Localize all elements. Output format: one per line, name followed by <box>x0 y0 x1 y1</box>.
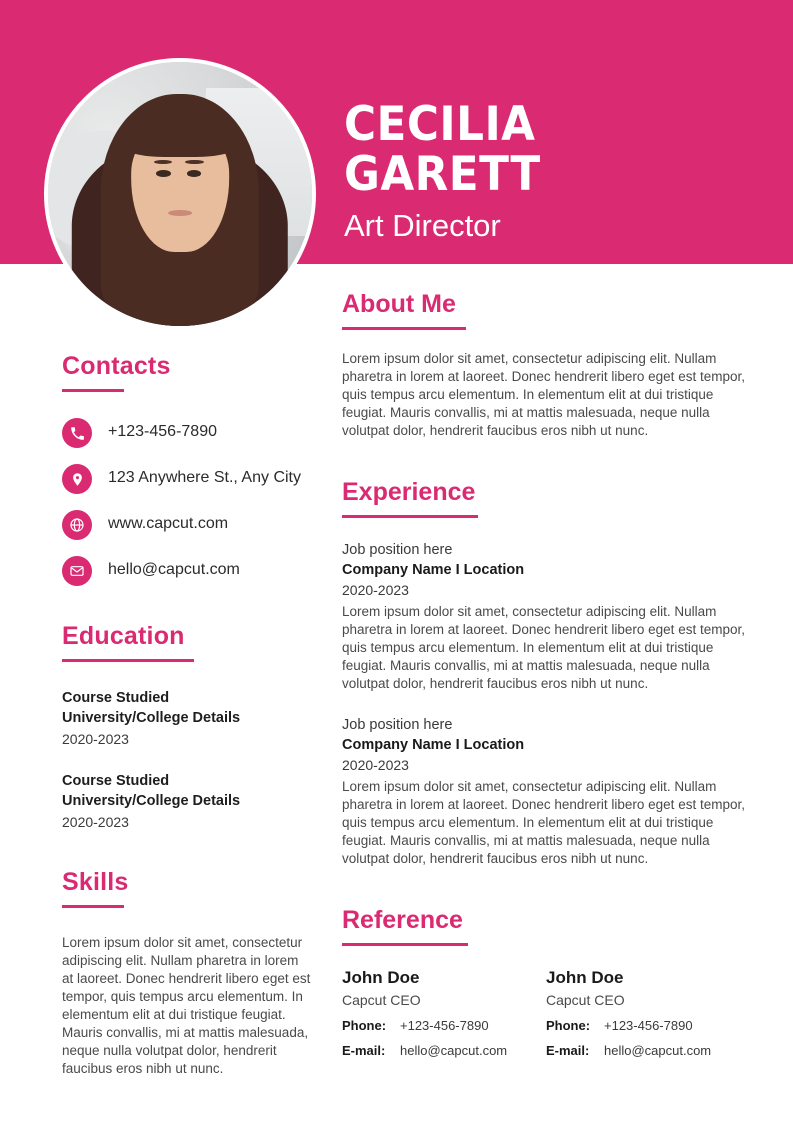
experience-position: Job position here <box>342 717 453 733</box>
experience-section <box>342 478 750 868</box>
education-list <box>62 688 312 832</box>
about-heading-rule <box>342 327 466 330</box>
reference-email-value: hello@capcut.com <box>400 1043 508 1058</box>
portrait-brow-right <box>185 160 203 164</box>
reference-email-label: E-mail: <box>546 1043 590 1058</box>
education-years: 2020-2023 <box>62 814 129 830</box>
location-pin-icon <box>62 464 92 494</box>
contacts-list <box>62 418 312 586</box>
contact-website-text: www.capcut.com <box>108 515 229 532</box>
reference-email-label: E-mail: <box>342 1043 386 1058</box>
reference-card <box>546 968 750 1058</box>
reference-phone-label: Phone: <box>342 1018 387 1033</box>
contacts-section <box>62 352 312 586</box>
skills-heading: Skills <box>62 868 129 896</box>
reference-email-line <box>342 1043 546 1058</box>
experience-company: Company Name I Location <box>342 737 525 753</box>
experience-position: Job position here <box>342 542 453 558</box>
education-course: Course Studied <box>62 773 170 789</box>
about-section <box>342 290 750 440</box>
reference-phone-label: Phone: <box>546 1018 591 1033</box>
experience-years: 2020-2023 <box>342 757 409 773</box>
reference-section <box>342 906 750 1058</box>
education-heading-rule <box>62 659 194 662</box>
contact-address-text: 123 Anywhere St., Any City <box>108 469 301 486</box>
portrait-brow-left <box>154 160 172 164</box>
skills-heading-rule <box>62 905 124 908</box>
contact-email-text: hello@capcut.com <box>108 561 240 578</box>
education-section <box>62 622 312 832</box>
portrait-eye-left <box>156 170 171 177</box>
experience-years: 2020-2023 <box>342 582 409 598</box>
reference-phone-line <box>546 1018 750 1033</box>
globe-icon <box>62 510 92 540</box>
skills-body: Lorem ipsum dolor sit amet, consectetur adipiscing elit. Nullam pharetra in lorem at laoreet. Donec hendrerit libero eget est tempor, quis tempus arcu elementum. In elementum elit at dui tristique feugiat. Mauris convallis, mi at mattis malesuada, neque nulla volutpat dolor, hendrerit faucibus eros nibh ut nunc. <box>62 935 311 1076</box>
right-column <box>342 290 750 1058</box>
reference-heading: Reference <box>342 906 463 934</box>
reference-card <box>342 968 546 1058</box>
contact-item-phone[interactable] <box>62 418 312 448</box>
experience-item <box>342 540 750 693</box>
education-years: 2020-2023 <box>62 731 129 747</box>
reference-email-line <box>546 1043 750 1058</box>
contacts-heading-rule <box>62 389 124 392</box>
experience-heading-rule <box>342 515 478 518</box>
envelope-icon <box>62 556 92 586</box>
education-school: University/College Details <box>62 793 241 809</box>
reference-role: Capcut CEO <box>342 992 421 1008</box>
job-title: Art Director <box>344 208 501 243</box>
experience-description: Lorem ipsum dolor sit amet, consectetur adipiscing elit. Nullam pharetra in lorem at laoreet. Donec hendrerit libero eget est tempor, quis tempus arcu elementum. In elementum elit at dui tristique feugiat. Mauris convallis, mi at mattis malesuada, neque nulla volutpat dolor, hendrerit faucibus eros nibh ut nunc. <box>342 779 745 866</box>
education-school: University/College Details <box>62 710 241 726</box>
experience-item <box>342 715 750 868</box>
education-item <box>62 771 312 832</box>
reference-heading-rule <box>342 943 468 946</box>
reference-email-value: hello@capcut.com <box>604 1043 712 1058</box>
contact-phone-text: +123-456-7890 <box>108 423 217 440</box>
page-title: CECILIA GARETT <box>344 97 541 202</box>
reference-list <box>342 968 750 1058</box>
header-text <box>344 97 764 244</box>
skills-section <box>62 868 312 1078</box>
reference-name: John Doe <box>546 968 624 987</box>
contact-item-website[interactable] <box>62 510 312 540</box>
experience-heading: Experience <box>342 478 476 506</box>
reference-phone-value: +123-456-7890 <box>604 1018 693 1033</box>
left-column <box>62 352 312 1078</box>
about-heading: About Me <box>342 290 456 318</box>
avatar <box>44 58 316 330</box>
experience-description: Lorem ipsum dolor sit amet, consectetur adipiscing elit. Nullam pharetra in lorem at laoreet. Donec hendrerit libero eget est tempor, quis tempus arcu elementum. In elementum elit at dui tristique feugiat. Mauris convallis, mi at mattis malesuada, neque nulla volutpat dolor, hendrerit faucibus eros nibh ut nunc. <box>342 604 745 691</box>
about-body: Lorem ipsum dolor sit amet, consectetur adipiscing elit. Nullam pharetra in lorem at laoreet. Donec hendrerit libero eget est tempor, quis tempus arcu elementum. In elementum elit at dui tristique feugiat. Mauris convallis, mi at mattis malesuada, neque nulla volutpat dolor, hendrerit faucibus eros nibh ut nunc. <box>342 351 745 438</box>
reference-role: Capcut CEO <box>546 992 625 1008</box>
education-heading: Education <box>62 622 185 650</box>
reference-phone-line <box>342 1018 546 1033</box>
reference-name: John Doe <box>342 968 420 987</box>
contacts-heading: Contacts <box>62 352 171 380</box>
contact-item-email[interactable] <box>62 556 312 586</box>
education-course: Course Studied <box>62 690 170 706</box>
experience-company: Company Name I Location <box>342 562 525 578</box>
education-item <box>62 688 312 749</box>
phone-icon <box>62 418 92 448</box>
contact-item-address[interactable] <box>62 464 312 494</box>
reference-phone-value: +123-456-7890 <box>400 1018 489 1033</box>
